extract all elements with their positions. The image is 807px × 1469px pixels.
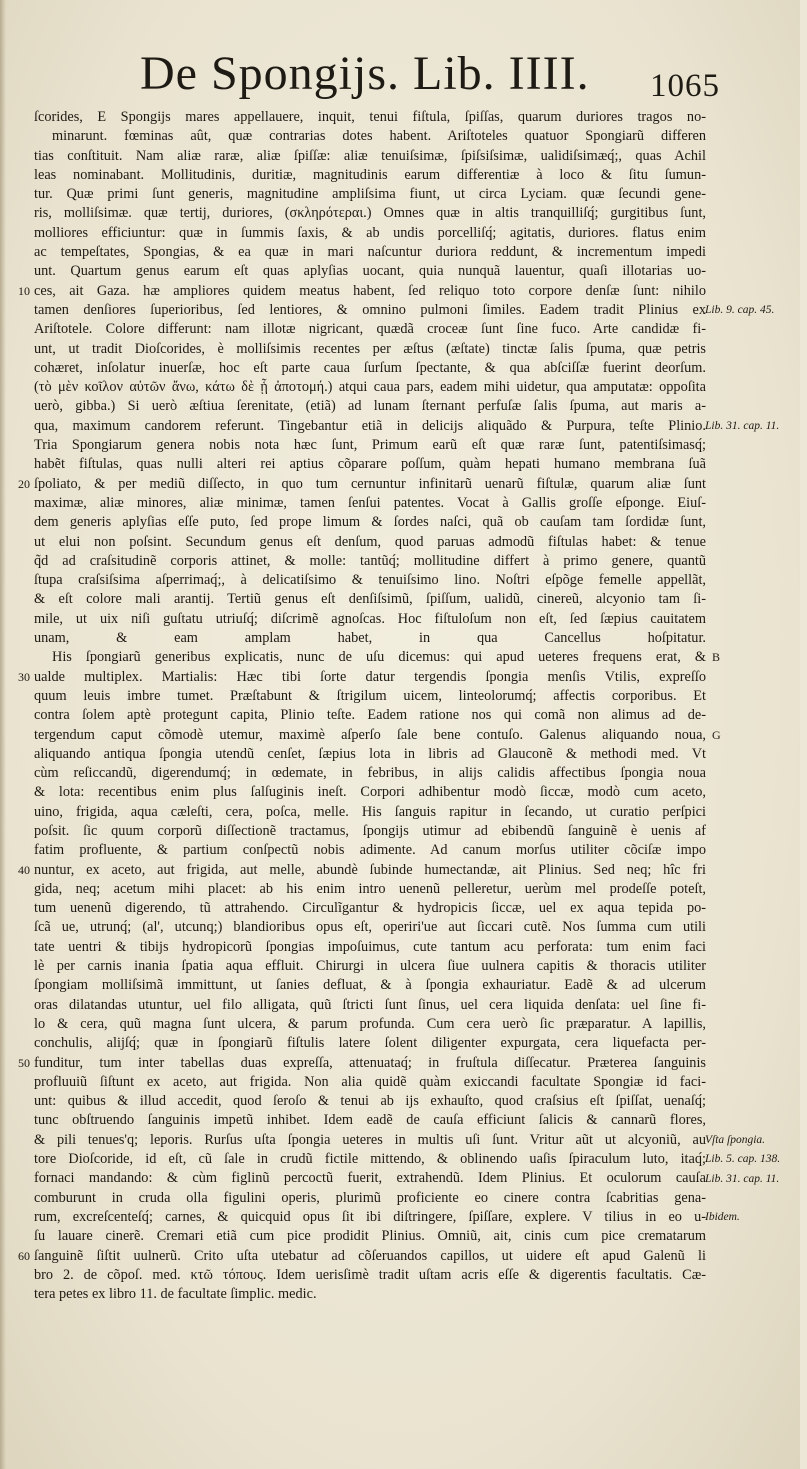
line-text: & eſt colore mali arantij. Tertiũ genus eſt denſiſsimũ, ſpiſſum, ualidũ, cinereũ, alcyonio tam ſi- [34,591,706,608]
text-line [34,803,706,822]
line-text: & lota: recentibus enim plus ſalſuginis ineſt. Corpori adhibentur modò ſiccæ, modò cum aceto, [34,784,706,801]
text-line [34,1169,706,1188]
margin-note: Lib. 31. cap. 11. [705,1172,780,1185]
text-line [34,340,706,359]
line-text: q̃d ad craſsitudinẽ corporis attinet, & molle: tantũq́; mollitudine differt à primo genere, quantũ [34,552,706,569]
line-text: profluuiũ ſiſtunt ex aceto, aut frigida. Non alia quidẽ quàm exiccandi facultate Spongiæ id faci- [34,1073,706,1090]
line-text: uerò, gibba.) Si uerò æſtiua ſerenitate, (etiã) ad lunam ſternant perfuſæ ſalis ſpuma, aut maris a- [34,398,706,415]
text-line [34,262,706,281]
line-text: leas nominabant. Mollitudinis, duritiæ, magnitudinis earum differentiæ à loco & ſitu ſumun- [34,166,706,183]
margin-note: Ibidem. [705,1211,740,1224]
text-line [34,224,706,243]
line-number: 30 [18,669,30,684]
text-line [34,1034,706,1053]
line-text: habẽt fiſtulas, quas nulli alteri rei aptius cõparare poſſum, quàm hepati humano membrana ſuã [34,456,706,473]
line-text: contra ſolem aptè protegunt capita, Plinio teſte. Eadem ratione nos qui comã non alimus ad de- [34,707,706,724]
line-text: minarunt. fœminas aût, quæ contrarias dotes habent. Ariſtoteles quatuor Spongiarũ differen [52,128,706,145]
text-line [34,1150,706,1169]
line-text: mile, ut uix niſi guſtatu utriuſq́; diſcrimẽ agnoſcas. Hoc fiſtuloſum non eſt, ſed ſæpius cauitatem [34,610,706,627]
text-line [18,1247,706,1266]
line-number: 20 [18,476,30,491]
text-line [34,417,706,436]
line-text: (τὸ μὲν κοῖλον αὐτῶν ἄνω, κάτω δὲ ᾗ ἀποτομή.) atqui caua pars, eadem mihi uidetur, qua amputatæ: oppoſita [34,379,706,396]
line-text: oras dilatandas utuntur, uel filo alligata, quũ ſtricti ſunt ſinus, uel cera liquida denſata: uel ſine fi- [34,996,706,1013]
text-line [34,1266,706,1285]
line-text: bro 2. de cõpoſ. med. κτῶ τόπους. Idem uerisſimè tradit uſtam acris eſſe & digerentis facultatis. Cæ- [34,1266,706,1283]
line-number: 50 [18,1055,30,1070]
line-text: molliores efficiuntur: quæ in ſummis ſaxis, & ab undis porcelliſq́; agitatis, duriores. flatus enim [34,224,706,241]
body-text [18,108,706,1304]
text-line [18,1054,706,1073]
line-text: fornaci mandando: & cùm figlinũ percoctũ fuerit, extrahendũ. Idem Plinius. Et oculorum cauſa [34,1170,706,1187]
line-text: cùm reſiccandũ, digerendumq́; in œdemate, in febribus, in alijs calidis affectibus ſpongia noua [34,765,706,782]
line-text: ſcã ue, utrunq́; (al', utcunq;) blandioribus opus eſt, operiri'ue aut ſiccari cutẽ. Nos ſumma cum utili [34,919,706,936]
line-number: 60 [18,1248,30,1263]
text-line [34,1131,706,1150]
text-line [34,1189,706,1208]
text-line [34,397,706,416]
line-text: aliquando antiqua ſpongia utendũ cenſet, ſæpius lota in libris ad Glauconẽ & methodi med. Vt [34,745,706,762]
text-line [34,436,706,455]
margin-note: Lib. 5. cap. 138. [705,1153,781,1166]
line-text: ſpongiam molliſsimã immittunt, ut ſanies defluat, & à ſpongia exhauriatur. Eadẽ & ad ulcerum [34,977,706,994]
line-text: poſsit. ſic quum corporũ diſſectionẽ tractamus, ſpongijs utimur ad ebibendũ ſanguinẽ è uenis af [34,822,706,839]
line-text: comburunt in cruda olla figulini operis, plurimũ proficiente eo cinere contra ſcabritias gena- [34,1189,706,1206]
line-text: tur. Quæ primi ſunt generis, magnitudine ampliſsima fiunt, ut circa Lyciam. quæ ſecundi gene- [34,186,706,203]
line-text: ſcorides, E Spongijs mares appellauere, inquit, tenui fiſtula, ſpiſſas, quarum duriores tragos no- [34,109,706,125]
text-line [18,475,706,494]
line-text: tera petes ex libro 11. de facultate ſimplic. medic. [34,1286,317,1303]
line-text: ſpoliato, & per mediũ diſſecto, in quo tum cernuntur infinitarũ uenarũ fiſtulæ, quarum aliæ ſunt [34,475,706,492]
line-text: ſu lauare cinerẽ. Cremari etiã cum pice prodidit Plinius. Omniũ, ait, cinis cum pice crematarum [34,1228,706,1245]
text-line [34,957,706,976]
line-text: lo & cera, quũ magna ſunt ulcera, & parum profunda. Cum cera uerò ſic præparatur. A lapillis, [34,1015,706,1032]
line-text: lè per carnis inania ſpatia aqua effluit. Chirurgi in ulcera ſiue uulnera capitis & thoracis utiliter [34,958,706,975]
line-text: unt: quibus & illud accedit, quod ſeroſo & tenui ab ijs exhauſto, quod craſsius eſt ſpiſſat, uenaſq́; [34,1093,706,1110]
text-line [34,243,706,262]
line-text: tamen denſiores ſuperioribus, ſed lentiores, & omnino pulmoni ſimiles. Eadem tradit Plinius ex [34,301,706,318]
text-line [34,552,706,571]
text-line [18,861,706,880]
page-header [140,42,720,112]
text-line [34,841,706,860]
text-line [34,726,706,745]
text-line [18,668,706,687]
line-text: ut elui non poſsint. Secundum genus eſt denſum, quod paruas admodũ fiſtulas habet: & tenue [34,533,706,550]
line-text: qua, maximum candorem referunt. Tingebantur etiã in delicijs aliquãdo & Purpura, teſte Plinio. [34,417,706,434]
line-text: tunc obſtruendo ſanguinis impetũ inhibet. Idem eadẽ de cauſa efficiunt ſalicis & cannarũ flores, [34,1112,706,1129]
line-text: cohæret, inſolatur inuerſæ, hoc eſt parte caua ſurſum ſpectante, & qua abſciſſæ fuerint deorſum. [34,359,706,376]
text-line [34,1208,706,1227]
line-text: dem generis aplyſias eſſe puto, ſed prope limum & ſordes naſci, quã ob cauſam tam ſordidæ ſunt, [34,514,706,531]
text-line [34,996,706,1015]
text-line [34,378,706,397]
margin-note: Vſta ſpongia. [705,1133,766,1146]
text-line [34,571,706,590]
line-text: His ſpongiarũ generibus explicatis, nunc de uſu dicemus: qui apud ueteres frequens erat, & [52,649,706,666]
text-line [34,764,706,783]
text-line [34,822,706,841]
text-line [34,1015,706,1034]
text-line [34,455,706,474]
text-line [34,783,706,802]
line-text: rum, excreſcenteſq́; carnes, & quicquid opus ſit ibi diſtringere, ſpiſſare, explere. V tilius in eo u- [34,1208,706,1225]
line-number: 40 [18,862,30,877]
line-text: uino, frigida, aqua cæleſti, cera, poſca, melle. His ſanguis rapitur in ſecando, ut curatio perſpici [34,803,706,820]
line-text: ces, ait Gaza. hæ ampliores quidem meatus habent, ſed reliquo toto corpore denſæ ſunt: nihilo [34,282,706,299]
line-text: gida, neq; acetum mihi placet: ab his enim intro uenenũ pelleretur, uerùm mel prodeſſe poteſt, [34,880,706,897]
text-line [34,108,706,127]
text-line [34,745,706,764]
text-line [34,1227,706,1246]
text-line [34,147,706,166]
line-text: Ariſtotele. Colore differunt: nam illotæ nigricant, quædã croceæ ſunt ſine fuco. Arte candidæ fi- [34,321,706,338]
line-text: ſanguinẽ ſiſtit uulnerũ. Crito uſta utebatur ad cõſeruandos capillos, ut uidere eſt apud Galenũ li [34,1247,706,1264]
line-text: maximæ, aliæ minores, aliæ minimæ, tamen ſenſui patentes. Vocat à Gallis groſſe eſponge. Eiuſ- [34,494,706,511]
text-line [34,1073,706,1092]
line-text: unt, ut tradit Dioſcorides, è molliſsimis recentes per æſtus (æſtate) tinctæ ſalis ſpuma, quæ petris [34,340,706,357]
line-text: tergendum caput cõmodè utemur, maximè aſperſo ſale bene contuſo. Galenus aliquando noua, [34,726,706,743]
text-line [34,976,706,995]
line-text: ualde multiplex. Martialis: Hæc tibi ſorte datur tergendis ſpongia menſis Vtilis, expreſſo [34,668,706,685]
text-line [34,127,706,146]
line-text: tore Dioſcoride, id eſt, cũ ſale in crudũ fictile mittendo, & oblinendo uaſis ſpiraculum luto, itaq́; [34,1151,706,1168]
line-text: tias conſtituit. Nam aliæ raræ, aliæ ſpiſſæ: aliæ tenuiſsimæ, ſpiſsiſsimæ, ualidiſsimæq́;, quas Achil [34,147,706,164]
text-line [18,282,706,301]
line-text: conchulis, alijſq́; quæ in ſpongiarũ fiſtulis latere ſolent diligenter expurgata, cera liquefacta per- [34,1035,706,1052]
text-line [34,1092,706,1111]
margin-note: Lib. 9. cap. 45. [705,304,775,316]
text-line [34,610,706,629]
line-text: funditur, tum inter tabellas duas expreſſa, attenuataq́; in fruſtula diſſecatur. Præterea ſanguinis [34,1054,706,1071]
text-line [34,687,706,706]
text-line [34,1285,706,1304]
line-text: ſtupa craſsiſsima aſperrimaq́;, à delicatiſsimo & tenuiſsimo lino. Noſtri eſpõge femelle appellãt, [34,572,706,589]
line-text: ac tempeſtates, Spongias, & ea quæ in mari naſcuntur duriora reddunt, & incrementum impedi [34,244,706,261]
page-gutter-shadow [0,0,6,1469]
text-line [34,629,706,648]
text-line [34,204,706,223]
margin-note: Lib. 31. cap. 11. [705,419,780,432]
text-line [34,166,706,185]
line-text: quum leuis imbre tumet. Præſtabunt & ſtrigilum uicem, linteolorumq́; affectis corporibus. Et [34,687,706,704]
page-number: 1065 [650,68,720,104]
line-text: tate uentri & tibijs hydropicorũ ſpongias impoſuimus, cute tantum acu perforata: tum enim faci [34,938,706,955]
line-text: tum uenenũ digerendo, tũ attrahendo. Circulĩgantur & hydropicis ſiccæ, uel ex aqua tepida po- [34,900,706,917]
line-number: 10 [18,283,30,298]
text-line [34,359,706,378]
text-line [34,494,706,513]
text-line [34,918,706,937]
text-line [34,513,706,532]
line-text: ris, molliſsimæ. quæ tertij, duriores, (σκληρότεραι.) Omnes quæ in altis tranquilliſq́; gurgitibus ſunt, [34,205,706,222]
text-line [34,533,706,552]
margin-letter: B [712,650,721,665]
line-text: unt. Quartum genus earum eſt quas aplyſias uocant, quia nunquã lauentur, quaſi illotarias uo- [34,263,706,280]
text-line [34,938,706,957]
text-line [34,185,706,204]
text-line [34,880,706,899]
text-line [34,320,706,339]
text-line [34,899,706,918]
line-text: fatim profluente, & partium conſpectũ nobis adimente. Ad canum morſus utiliter cõciſæ impo [34,842,706,859]
text-line [34,706,706,725]
text-line [34,648,706,667]
margin-letter: G [712,727,721,742]
running-title: De Spongijs. Lib. IIII. [140,47,590,100]
line-text: & pili tenues'q; leporis. Rurſus uſta ſpongia ueteres in multis uſi ſunt. Vritur aũt ut alcyoniũ, au [34,1131,706,1148]
text-line [34,301,706,320]
text-line [34,590,706,609]
line-text: Tria Spongiarum genera nobis nota hæc ſunt, Primum earũ eſt quæ raræ ſunt, patentiſsimasq́; [34,437,706,454]
line-text: nuntur, ex aceto, aut frigida, aut melle, abundè ſubinde humectandæ, ait Plinius. Sed neq; hîc fri [34,861,706,878]
line-text: unam, & eam amplam habet, in qua Cancellus hoſpitatur. [34,630,706,647]
text-line [34,1111,706,1130]
